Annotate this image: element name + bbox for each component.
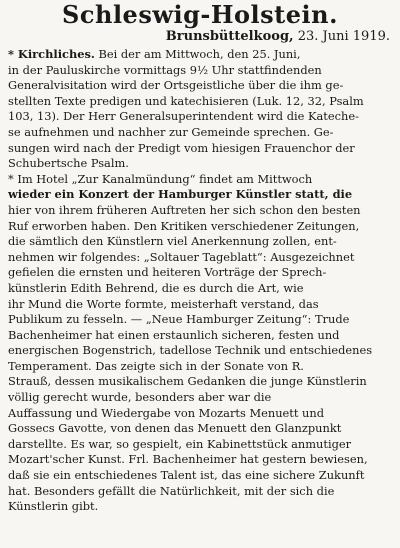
article-line: Bachenheimer hat einen erstaunlich sicheren, festen und — [8, 327, 340, 342]
headline: Schleswig-Holstein. — [62, 0, 338, 29]
article-line: Mozart'scher Kunst. Frl. Bachenheimer hat gestern bewiesen, — [8, 452, 368, 467]
article-line: in der Pauluskirche vormittags 9½ Uhr stattfindenden — [8, 62, 322, 77]
article-line: Auffassung und Wiedergabe von Mozarts Menuett und — [8, 405, 325, 420]
article-line: Temperament. Das zeigte sich in der Sonate von R. — [8, 358, 304, 373]
article-line: Künstlerin gibt. — [8, 499, 99, 514]
article-konzert — [8, 172, 392, 515]
dateline-date: 23. Juni 1919. — [297, 29, 390, 44]
article-line: energischen Bogenstrich, tadellose Technik und entschiedenes — [8, 343, 373, 358]
article-line: sungen wird nach der Predigt vom hiesigen Frauenchor der — [8, 140, 355, 155]
article-line: se aufnehmen und nachher zur Gemeinde sprechen. Ge- — [8, 124, 334, 139]
article-line: Schubertsche Psalm. — [8, 156, 129, 171]
article-line: die sämtlich den Künstlern viel Anerkennung zollen, ent- — [8, 234, 337, 249]
dateline-place: Brunsbüttelkoog, — [165, 29, 294, 44]
article-line: nehmen wir folgendes: „Soltauer Tageblatt“: Ausgezeichnet — [8, 249, 355, 264]
article-line: Generalvisitation wird der Ortsgeistliche über die ihm ge- — [8, 78, 344, 93]
article-line: völlig gerecht wurde, besonders aber war die — [8, 390, 272, 405]
section-lead: * Kirchliches. — [8, 47, 95, 61]
article-line: 103, 13). Der Herr Generalsuperintendent wird die Kateche- — [8, 109, 359, 124]
article-line: gefielen die ernsten und heiteren Vorträge der Sprech- — [8, 265, 327, 280]
article-line: daß sie ein entschiedenes Talent ist, das eine sichere Zukunft — [8, 468, 365, 483]
article-kirchliches — [8, 47, 392, 172]
article-line: * Kirchliches. Bei der am Mittwoch, den 25. Juni, — [8, 47, 301, 61]
dateline — [8, 29, 390, 45]
article-line: hat. Besonders gefällt die Natürlichkeit, mit der sich die — [8, 483, 335, 498]
article-line: Gossecs Gavotte, von denen das Menuett den Glanzpunkt — [8, 421, 342, 436]
article-line: hier von ihrem früheren Auftreten her sich schon den besten — [8, 202, 361, 217]
article-line: darstellte. Es war, so gespielt, ein Kabinettstück anmutiger — [8, 436, 352, 451]
article-line: Ruf erworben haben. Den Kritiken verschiedener Zeitungen, — [8, 218, 360, 233]
article-line: ihr Mund die Worte formte, meisterhaft verstand, das — [8, 296, 319, 311]
article-line: künstlerin Edith Behrend, die es durch die Art, wie — [8, 280, 304, 295]
article-line: Publikum zu fesseln. — „Neue Hamburger Zeitung“: Trude — [8, 312, 350, 327]
article-line: * Im Hotel „Zur Kanalmündung“ findet am Mittwoch — [8, 171, 313, 186]
article-line: Strauß, dessen musikalischem Gedanken die junge Künstlerin — [8, 374, 367, 389]
article-line: wieder ein Konzert der Hamburger Künstler statt, die — [8, 187, 353, 202]
article-line: stellten Texte predigen und katechisieren (Luk. 12, 32, Psalm — [8, 93, 364, 108]
